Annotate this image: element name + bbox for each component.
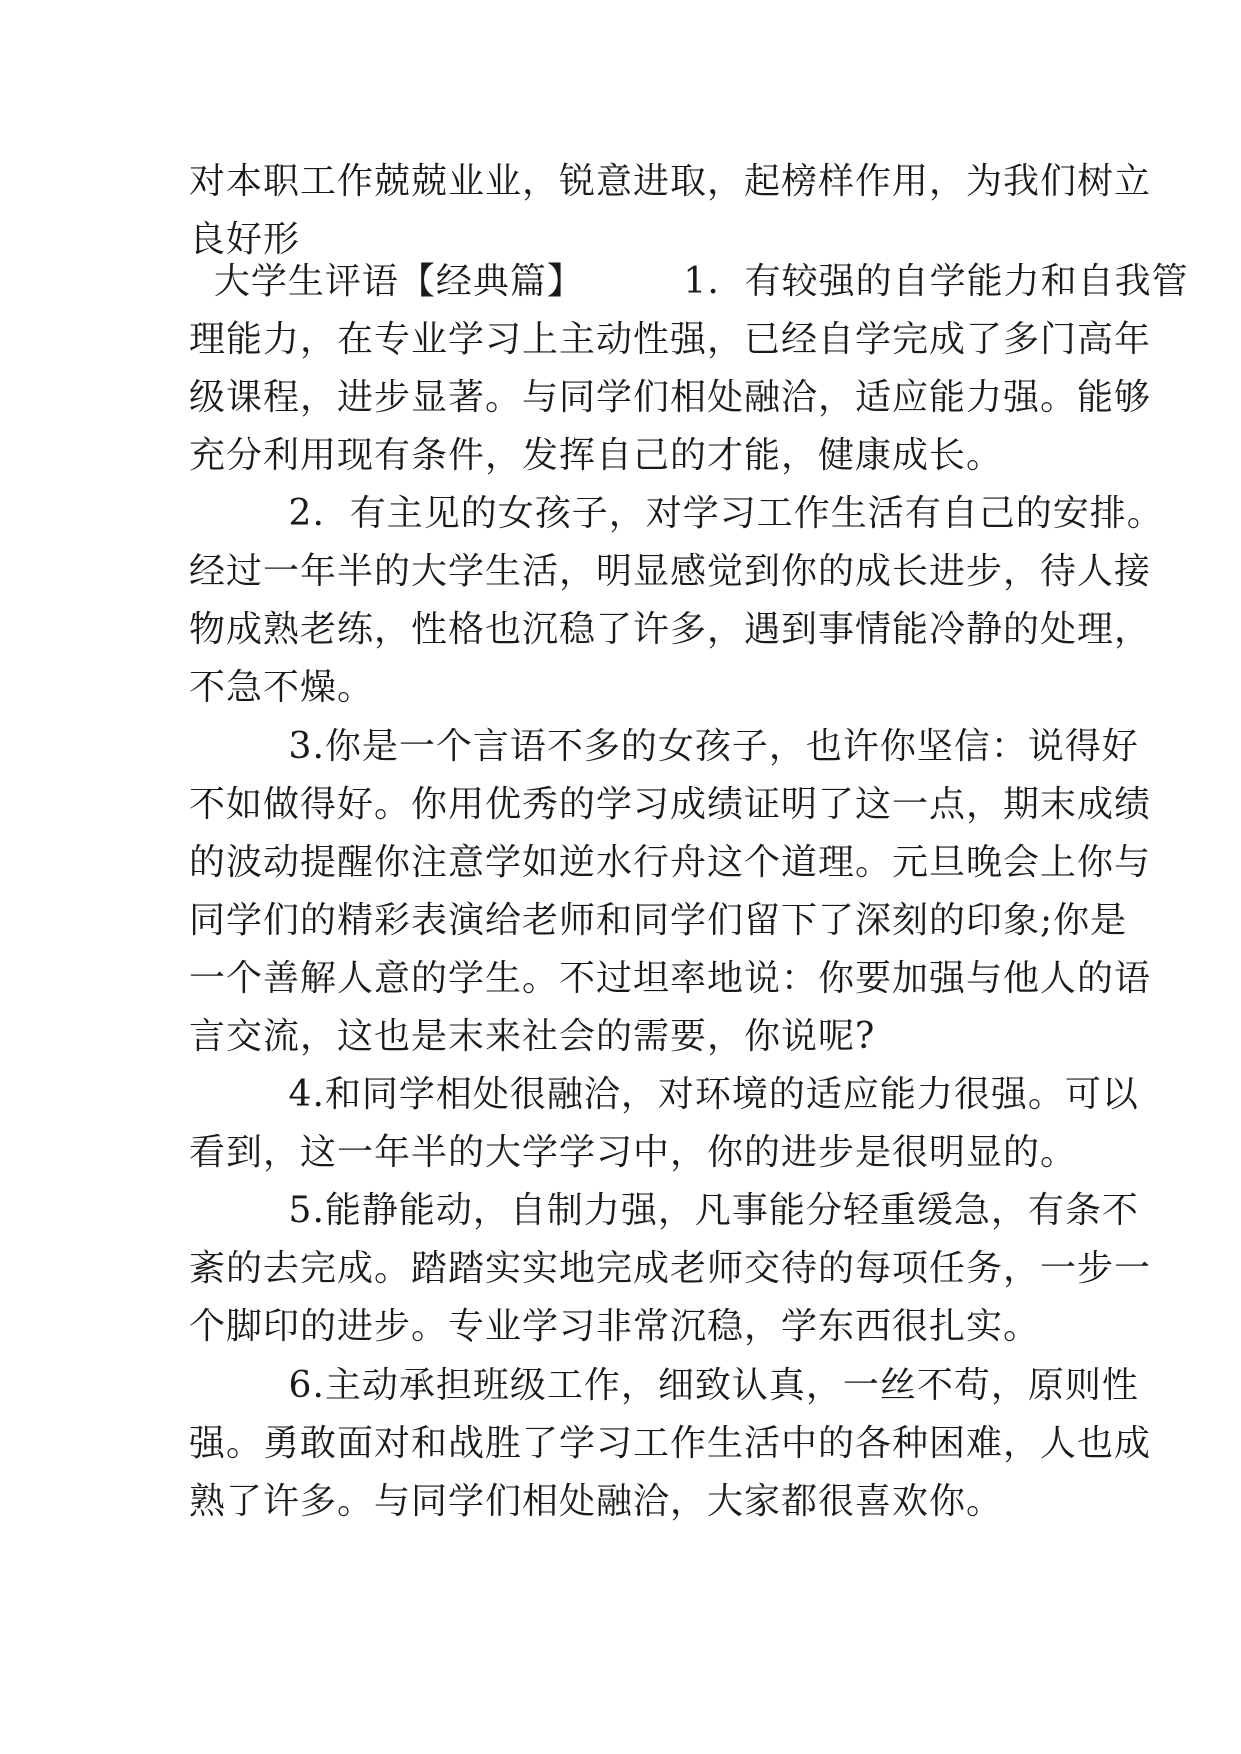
text-line: 言交流，这也是末来社会的需要，你说呢? xyxy=(189,1016,876,1057)
text-line: 级课程，进步显著。与同学们相处融洽，适应能力强。能够 xyxy=(189,377,1152,418)
text-line: 大学生评语【经典篇】 1. 有较强的自学能力和自我管 xyxy=(189,261,1189,302)
text-line: 看到，这一年半的大学学习中，你的进步是很明显的。 xyxy=(189,1132,1078,1173)
text-line: 不如做得好。你用优秀的学习成绩证明了这一点，期末成绩 xyxy=(189,784,1152,825)
document-body xyxy=(189,153,1152,269)
text-line: 强。勇敢面对和战胜了学习工作生活中的各种困难，人也成 xyxy=(189,1423,1152,1464)
text-line: 熟了许多。与同学们相处融洽，大家都很喜欢你。 xyxy=(189,1481,1004,1522)
document-body xyxy=(189,1066,1139,1182)
text-line: 3.你是一个言语不多的女孩子，也许你坚信：说得好 xyxy=(189,726,1139,767)
document-body xyxy=(189,1357,1152,1531)
text-line: 4.和同学相处很融洽，对环境的适应能力很强。可以 xyxy=(189,1074,1139,1115)
text-line: 同学们的精彩表演给老师和同学们留下了深刻的印象;你是 xyxy=(189,900,1128,941)
text-line: 理能力，在专业学习上主动性强，已经自学完成了多门高年 xyxy=(189,319,1152,360)
text-line: 充分利用现有条件，发挥自己的才能，健康成长。 xyxy=(189,435,1004,476)
text-line: 物成熟老练，性格也沉稳了许多，遇到事情能冷静的处理， xyxy=(189,609,1152,650)
document-body xyxy=(189,718,1152,1066)
text-line: 不急不燥。 xyxy=(189,667,375,708)
document-body xyxy=(189,485,1164,717)
text-line: 经过一年半的大学生活，明显感觉到你的成长进步，待人接 xyxy=(189,551,1152,592)
text-line: 个脚印的进步。专业学习非常沉稳，学东西很扎实。 xyxy=(189,1306,1041,1347)
text-line: 一个善解人意的学生。不过坦率地说：你要加强与他人的语 xyxy=(189,958,1152,999)
text-line: 6.主动承担班级工作，细致认真，一丝不苟，原则性 xyxy=(189,1365,1139,1406)
text-line: 2. 有主见的女孩子，对学习工作生活有自己的安排。 xyxy=(189,493,1164,534)
text-line: 5.能静能动，自制力强，凡事能分轻重缓急，有条不 xyxy=(189,1190,1139,1231)
document-body xyxy=(189,1182,1152,1356)
text-line: 对本职工作兢兢业业，锐意进取，起榜样作用，为我们树立 xyxy=(189,161,1152,202)
text-line: 良好形 xyxy=(189,219,301,260)
document-body xyxy=(189,253,1189,485)
text-line: 紊的去完成。踏踏实实地完成老师交待的每项任务，一步一 xyxy=(189,1248,1152,1289)
text-line: 的波动提醒你注意学如逆水行舟这个道理。元旦晚会上你与 xyxy=(189,842,1152,883)
